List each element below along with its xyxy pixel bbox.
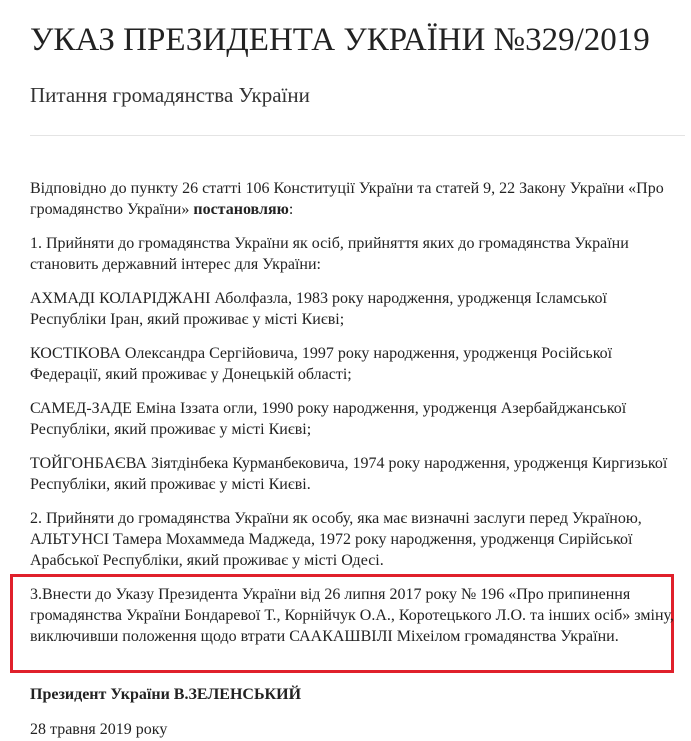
signature: Президент України В.ЗЕЛЕНСЬКИЙ (30, 686, 302, 703)
preamble-text: Відповідно до пункту 26 статті 106 Конституції України та статей 9, 22 Закону України «Про громадянство України» (30, 180, 664, 218)
page-subtitle: Питання громадянства України (30, 83, 310, 107)
person-paragraph: ТОЙГОНБАЄВА Зіятдінбека Курманбековича, 1974 року народження, уродженця Киргизької Республіки, який проживає у місті Києві. (30, 455, 668, 493)
preamble-end: : (288, 201, 294, 218)
page-title: УКАЗ ПРЕЗИДЕНТА УКРАЇНИ №329/2019 (30, 22, 650, 58)
decree-body (30, 178, 685, 571)
item-2-paragraph: 2. Прийняти до громадянства України як особу, яка має визначні заслуги перед Україною, АЛЬТУНСІ Тамера Мохаммеда Маджеда, 1972 року народження, уродженця Сирійської Арабської Республіки, який проживає у місті Одесі. (30, 510, 642, 569)
item-3-paragraph: 3.Внести до Указу Президента України від 26 липня 2017 року № 196 «Про припинення громадянства України Бондаревої Т., Корнійчук О.А., Коротецького Л.О. та інших осіб» зміну, виключивши положення щодо втрати СААКАШВІЛІ Міхеілом громадянства України. (30, 586, 674, 645)
person-paragraph: САМЕД-ЗАДЕ Еміна Іззата огли, 1990 року народження, уродженця Азербайджанської Республіки, який проживає у місті Києві; (30, 400, 627, 438)
preamble-paragraph (30, 178, 685, 220)
item-1-paragraph: 1. Прийняти до громадянства України як осіб, прийняття яких до громадянства України становить державний інтерес для України: (30, 235, 629, 273)
decree-document (30, 0, 685, 584)
preamble-bold: постановляю (193, 201, 289, 218)
divider (30, 135, 685, 136)
person-paragraph: КОСТІКОВА Олександра Сергійовича, 1997 року народження, уродженця Російської Федерації, який проживає у Донецькій області; (30, 345, 613, 383)
person-paragraph: АХМАДІ КОЛАРІДЖАНІ Аболфазла, 1983 року народження, уродженця Ісламської Республіки Іран, який проживає у місті Києві; (30, 290, 607, 328)
decree-date: 28 травня 2019 року (30, 721, 168, 738)
